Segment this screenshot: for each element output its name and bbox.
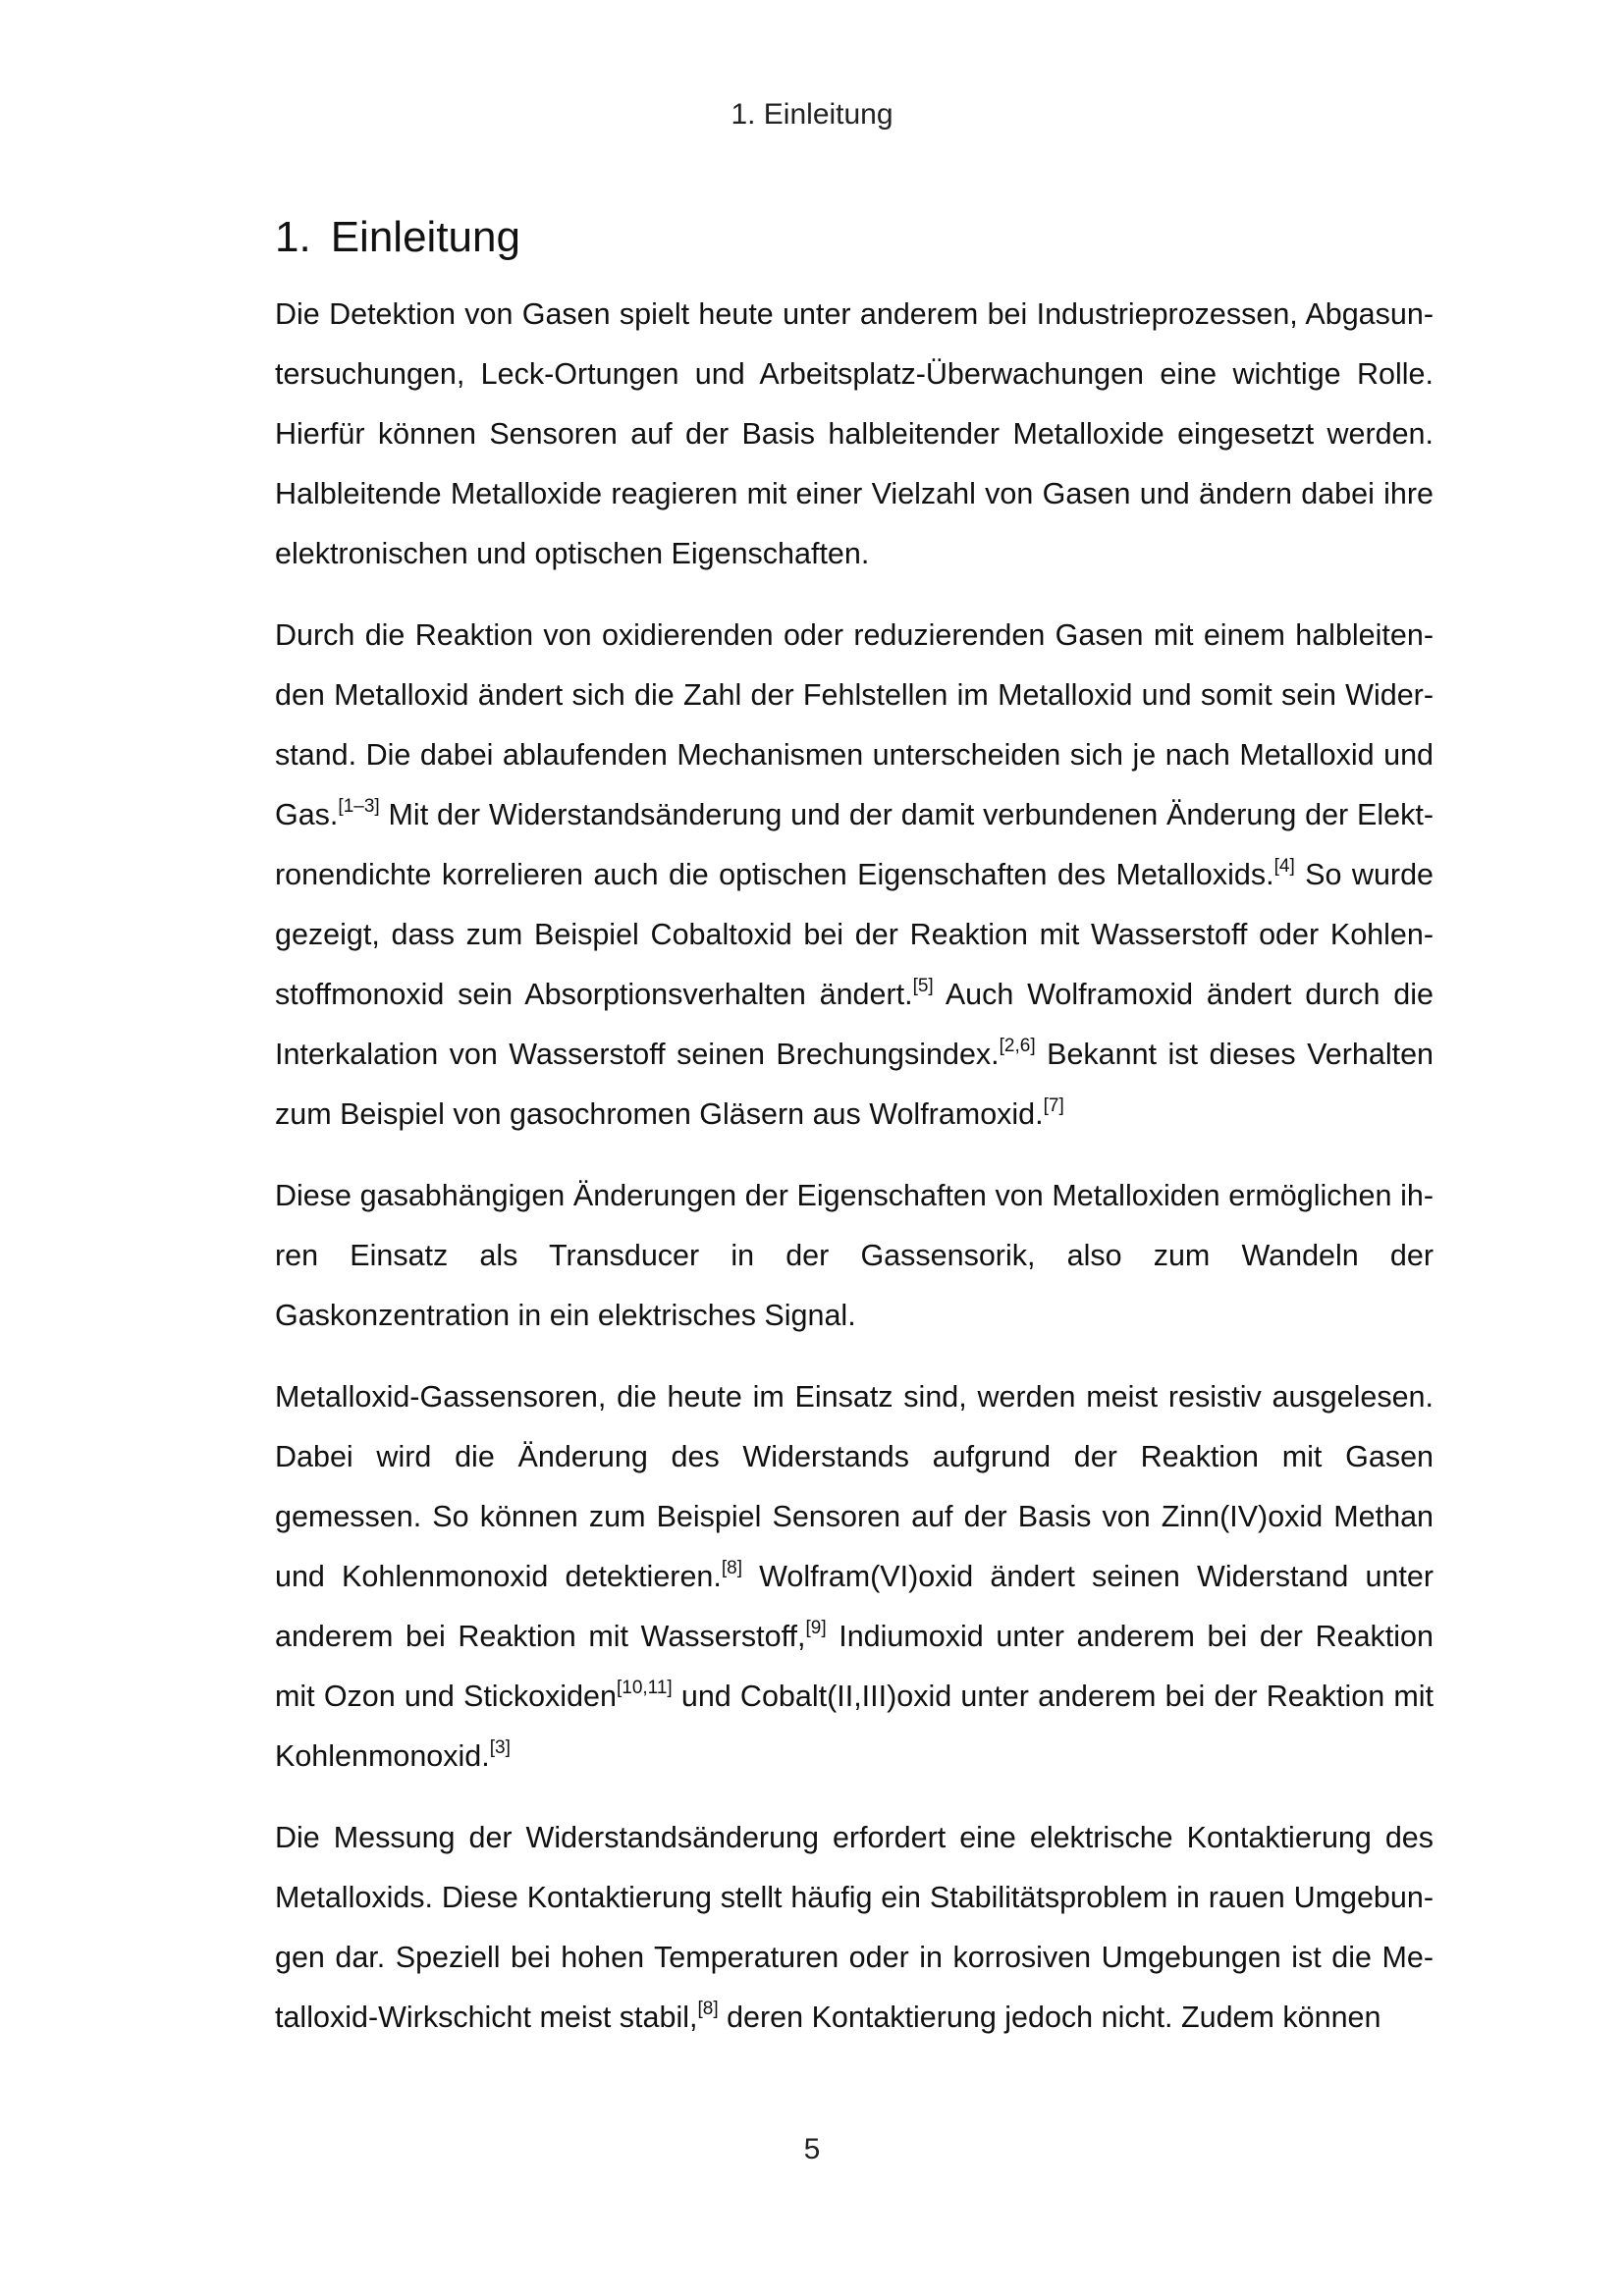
text-run: Bekannt ist dieses Verhalten zum Beispiel von gasochromen Gläsern aus Wolframoxid. — [275, 1038, 1434, 1131]
running-header: 1. Einleitung — [731, 98, 893, 131]
citation-ref[interactable]: [10,11] — [616, 1677, 673, 1698]
citation-ref[interactable]: [4] — [1273, 855, 1295, 877]
page-content — [275, 208, 1434, 2069]
citation-ref[interactable]: [8] — [721, 1557, 742, 1578]
chapter-title — [275, 208, 1434, 267]
text-run: Mit der Widerstandsänderung und der damit verbundenen Änderung der Elektronendichte korrelieren auch die optischen Eigenschaften des Metalloxids. — [275, 798, 1434, 891]
citation-ref[interactable]: [3] — [489, 1736, 511, 1758]
text-run: Metalloxid-Gassensoren, die heute im Einsatz sind, werden meist resistiv ausgelesen. Dabei wird die Änderung des Widerstands aufgrund der Reaktion mit Gasen gemessen. So können zum Beispiel Sensoren auf der Basis von Zinn(IV)oxid Methan und Kohlenmonoxid detektieren. — [275, 1380, 1434, 1593]
paragraph-5 — [275, 1808, 1434, 2048]
citation-ref[interactable]: [1–3] — [338, 795, 380, 817]
paragraph-1 — [275, 285, 1434, 584]
citation-ref[interactable]: [8] — [697, 1998, 719, 2019]
chapter-number: 1. — [275, 213, 311, 261]
paragraph-3 — [275, 1166, 1434, 1346]
citation-ref[interactable]: [5] — [912, 975, 934, 996]
citation-ref[interactable]: [7] — [1043, 1095, 1064, 1116]
text-run: deren Kontaktierung jedoch nicht. Zudem können — [718, 2001, 1381, 2034]
citation-ref[interactable]: [2,6] — [999, 1035, 1036, 1056]
chapter-title-text: Einleitung — [330, 213, 520, 261]
text-run: Die Messung der Widerstandsänderung erfordert eine elektrische Kontaktierung des Metalloxids. Diese Kontaktierung stellt häufig ein Stabilitätsproblem in rauen Umgebungen dar. Speziell bei hohen Temperaturen oder in korrosiven Umgebungen ist die Metalloxid-Wirkschicht meist stabil, — [275, 1821, 1434, 2034]
text-run: Indiumoxid unter anderem bei der Reaktion mit Ozon und Stickoxiden — [275, 1620, 1434, 1713]
text-run: Auch Wolframoxid ändert durch die Interkalation von Wasserstoff seinen Brechungsindex. — [275, 978, 1435, 1071]
citation-ref[interactable]: [9] — [805, 1617, 827, 1638]
paragraph-4 — [275, 1367, 1434, 1787]
text-run: Die Detektion von Gasen spielt heute unter anderem bei Industrieprozessen, Abgasuntersuchungen, Leck-Ortungen und Arbeitsplatz-Überwachungen eine wichtige Rolle. Hierfür können Sensoren auf der Basis halbleitender Metalloxide eingesetzt werden. Halbleitende Metalloxide reagieren mit einer Vielzahl von Gasen und ändern dabei ihre elektronischen und optischen Eigenschaften. — [275, 297, 1434, 570]
text-run: und Cobalt(II,III)oxid unter anderem bei der Reaktion mit Kohlenmonoxid. — [275, 1680, 1434, 1773]
paragraph-2 — [275, 606, 1434, 1145]
text-run: Wolfram(VI)oxid ändert seinen Widerstand unter anderem bei Reaktion mit Wasserstoff, — [275, 1560, 1434, 1653]
text-run: So wurde gezeigt, dass zum Beispiel Cobaltoxid bei der Reaktion mit Wasserstoff oder Kohlenstoffmonoxid sein Absorptionsverhalten ändert. — [275, 858, 1435, 1011]
text-run: Diese gasabhängigen Änderungen der Eigenschaften von Metalloxiden ermöglichen ihren Einsatz als Transducer in der Gassensorik, also zum Wandeln der Gaskonzentration in ein elektrisches Signal. — [275, 1179, 1434, 1332]
page-number: 5 — [803, 2133, 821, 2165]
text-run: Durch die Reaktion von oxidierenden oder reduzierenden Gasen mit einem halbleitenden Metalloxid ändert sich die Zahl der Fehlstellen im Metalloxid und somit sein Widerstand. Die dabei ablaufenden Mechanismen unterscheiden sich je nach Metalloxid und Gas. — [275, 618, 1434, 831]
